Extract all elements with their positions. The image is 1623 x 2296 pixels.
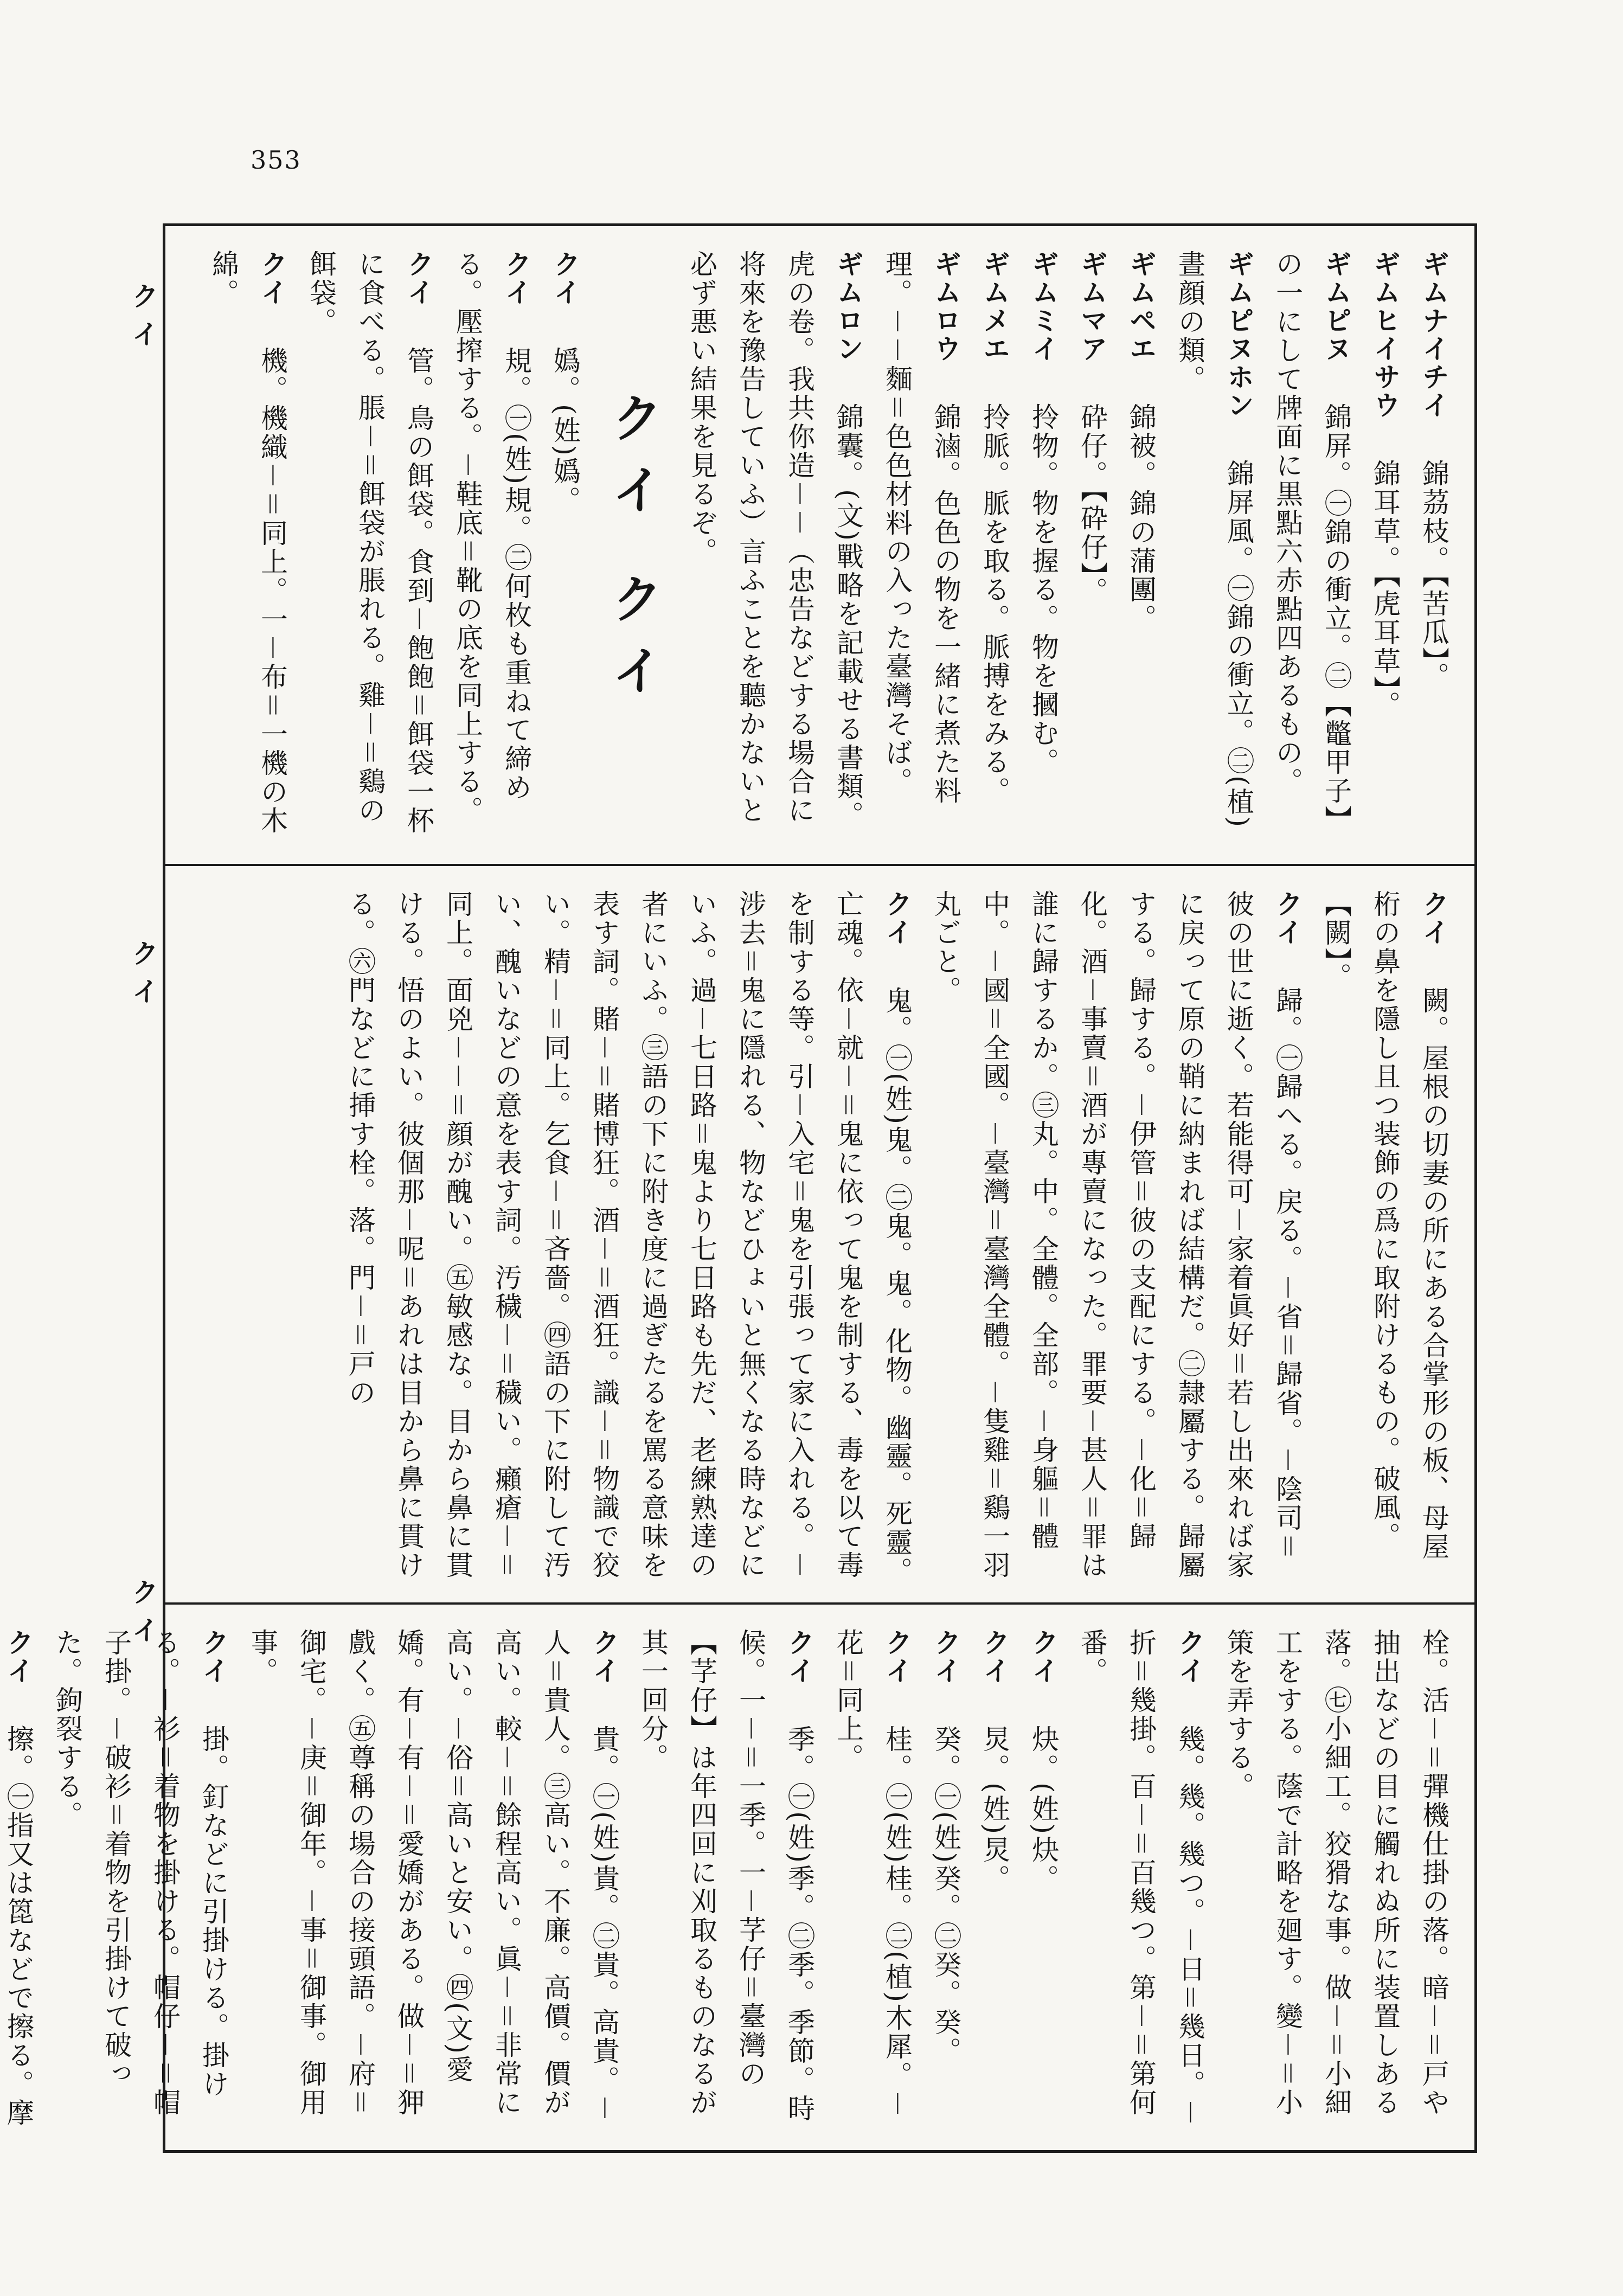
entry-definition: 闕。屋根の切妻の所にある合掌形の板、母屋桁の鼻を隱し且つ装飾の爲に取附けるもの。破風。【闕】。 — [1320, 890, 1449, 1561]
entry-definition: 炔。(姓)炔。 — [1028, 1725, 1059, 1894]
side-label-top: クイ — [127, 282, 159, 358]
dictionary-entry — [1019, 250, 1068, 848]
dictionary-entry — [443, 250, 541, 848]
entry-headword: クイ — [1418, 890, 1449, 946]
entry-definition: 拎物。物を握る。物を摑む。 — [1028, 403, 1059, 777]
section-bottom — [3, 1605, 1474, 2151]
dictionary-entry — [921, 890, 1312, 1586]
entry-definition: 錦滷。色色の物を一緒に煮た料理。－－麵＝色色材料の入った臺灣そば。 — [881, 250, 961, 805]
dictionary-entry — [0, 1628, 43, 2135]
dictionary-entry — [1409, 250, 1458, 848]
entry-headword: クイ — [1028, 1628, 1059, 1685]
entry-definition: 錦屏風。㊀錦の衝立。㊁(植)晝顔の類。 — [1174, 250, 1254, 829]
dictionary-entry — [199, 250, 297, 848]
entry-definition: 管。鳥の餌袋。食到－飽飽＝餌袋一杯に食べる。脹－＝餌袋が脹れる。雞－＝鷄の餌袋。 — [305, 250, 434, 835]
entry-definition: 癸。㊀(姓)癸。㊁癸。癸。 — [930, 1725, 961, 2066]
entry-definition: 規。㊀(姓)規。㊁何枚も重ねて締める。壓搾する。－鞋底＝靴の底を同上する。 — [452, 250, 532, 825]
entry-headword: ギムロウ — [930, 250, 961, 363]
side-label-middle: クイ — [127, 939, 159, 1015]
dictionary-entry — [1068, 250, 1117, 848]
entry-headword: クイ — [198, 1628, 229, 1685]
dictionary-entry — [970, 250, 1019, 848]
entry-headword: ギムナイチイ — [1418, 250, 1449, 419]
entry-headword: クイ — [3, 1628, 34, 1685]
dictionary-entry — [541, 250, 589, 848]
dictionary-entry — [824, 1628, 921, 2135]
dictionary-entry — [677, 250, 873, 848]
section-top — [165, 226, 1474, 864]
entry-definition: 炅。(姓)炅。 — [979, 1725, 1010, 1894]
dictionary-entry — [873, 250, 970, 848]
section-heading: クイ クイ — [603, 391, 664, 715]
column-block — [187, 250, 1458, 848]
page-number: 353 — [251, 145, 301, 175]
dictionary-entry — [970, 1628, 1019, 2135]
entry-definition: 貴。㊀(姓)貴。㊁貴。高貴。－人＝貴人。㊂高い。不廉。高價。價が高い。較－＝餘程高い。眞－＝非常に高い。－俗＝高いと安い。㊃(文)愛嬌。有－有－＝愛嬌がある。做－＝狎戲く。㊄尊稱の場合の接頭語。－府＝御宅。－庚＝御年。－事＝御事。御用事。 — [247, 1628, 620, 2124]
entry-definition: 錦耳草。【虎耳草】。 — [1369, 459, 1401, 720]
entry-headword: ギムピヌ — [1320, 250, 1352, 363]
entry-headword: クイ — [784, 1628, 815, 1685]
entry-headword: クイ — [881, 1628, 913, 1685]
column-block — [3, 1628, 1458, 2135]
side-label-bottom: クイ — [127, 1578, 159, 1654]
entry-headword: ギムロン — [832, 250, 864, 363]
entry-definition: 錦屏。㊀錦の衝立。㊁【鼈甲子】の一にして牌面に黒點六赤點四あるもの。 — [1272, 250, 1352, 834]
entry-headword: ギムメエ — [979, 250, 1010, 363]
entry-headword: クイ — [403, 250, 434, 306]
entry-headword: クイ — [1174, 1628, 1205, 1685]
entry-definition: 鬼。㊀(姓)鬼。㊁鬼。鬼。化物。幽靈。死靈。亡魂。依－就－＝鬼に依って鬼を制する、毒を以て毒を制する等。引－入宅＝鬼を引張って家に入れる。－涉去＝鬼に隱れる、物などひょいと無くなる時などにいふ。過－七日路＝鬼より七日路も先だ、老練熟達の者にいふ。㊂語の下に附き度に過ぎたるを罵る意味を表す詞。賭－＝賭博狂。酒－＝酒狂。識－＝物識で狡い。精－＝同上。乞食－＝吝嗇。㊃語の下に附して汚い、醜いなどの意を表す詞。汚穢－＝穢い。癩瘡－＝同上。面兇－－＝顔が醜い。㊄敏感な。目から鼻に貫ける。悟のよい。彼個那－呢＝あれは目から鼻に貫ける。㊅門などに挿す栓。落。門－＝戸の — [344, 890, 913, 1586]
entry-headword: クイ — [979, 1628, 1010, 1685]
entry-headword: ギムミイ — [1028, 250, 1059, 363]
entry-headword: ギムヒイサウ — [1369, 250, 1401, 419]
entry-headword: クイ — [256, 250, 288, 306]
entry-definition: 機。機織－＝同上。一－布＝一機の木綿。 — [208, 250, 288, 835]
entry-definition: 拎脈。脈を取る。脈搏をみる。 — [979, 403, 1010, 805]
entry-definition: 季。㊀(姓)季。㊁季。季節。時候。一－＝一季。一－芓仔＝臺灣の【芓仔】は年四回に刈取るものなるが其一回分。 — [637, 1628, 815, 2124]
entry-headword: クイ — [1272, 890, 1303, 946]
dictionary-entry — [336, 890, 921, 1586]
dictionary-entry — [628, 1628, 824, 2135]
entry-definition: 歸。㊀歸へる。戻る。－省＝歸省。－陰司＝彼の世に逝く。若能得可－家着眞好＝若し出來れば家に戻って原の鞘に納まれば結構だ。㊁隷屬する。歸屬する。歸する。－伊管＝彼の支配にする。－化＝歸化。酒－事賣＝酒が專賣になった。罪要－甚人＝罪は誰に歸するか。㊂丸。中。全體。全部。－身軀＝體中。－國＝全國。－臺灣＝臺灣全體。－隻雞＝鷄一羽丸ごと。 — [930, 890, 1303, 1580]
entry-definition: 幾。幾。幾つ。－日＝幾日。－折＝幾掛。百－＝百幾つ。第－＝第何番。 — [1076, 1628, 1205, 2127]
dictionary-entry — [1117, 250, 1165, 848]
entry-headword: クイ — [501, 250, 532, 306]
column-block — [187, 890, 1458, 1586]
dictionary-entry — [921, 1628, 970, 2135]
entry-headword: クイ — [881, 890, 913, 946]
entry-headword: ギムピヌホン — [1223, 250, 1254, 419]
dictionary-entry — [1165, 250, 1263, 848]
entry-definition: 錦囊。(文)戰略を記載せる書類。虎の卷。我共你造－－（忠告などする場合に将來を豫告していふ）言ふことを聽かないと必ず悪い結果を見るぞ。 — [686, 250, 864, 830]
entry-headword: クイ — [930, 1628, 961, 1685]
entry-definition: 掛。釘などに引掛ける。掛ける。－衫＝着物を掛ける。帽仔－＝帽子掛。－破衫＝着物を引掛けて破った。鉤裂する。 — [52, 1628, 229, 2117]
dictionary-entry — [1214, 1628, 1458, 2135]
entry-definition: 桂。㊀(姓)桂。㊁(植)木犀。－花＝同上。 — [832, 1628, 913, 2119]
dictionary-entry — [297, 250, 443, 848]
entry-definition: 嬀。(姓)嬀。 — [549, 347, 581, 515]
entry-definition: 錦茘枝。【苦瓜】。 — [1418, 459, 1449, 691]
dictionary-entry — [238, 1628, 628, 2135]
entry-headword: クイ — [549, 250, 581, 306]
dictionary-entry — [1263, 250, 1361, 848]
dictionary-entry — [43, 1628, 238, 2135]
entry-headword: クイ — [588, 1628, 620, 1685]
dictionary-frame — [3, 223, 1477, 2153]
entry-headword: ギムマア — [1076, 250, 1108, 363]
dictionary-entry — [1361, 250, 1409, 848]
entry-definition: 栓。活－＝彈機仕掛の落。暗－＝戸や抽出などの目に觸れぬ所に装置しある落。㊆小細工。狡猾な事。做－＝小細工をする。蔭で計略を廻す。變－＝小策を弄する。 — [1223, 1628, 1449, 2117]
entry-definition: 錦被。錦の蒲團。 — [1125, 403, 1157, 633]
section-middle — [165, 866, 1474, 1602]
entry-definition: 擦。㊀指又は箆などで擦る。摩 — [3, 1725, 34, 2127]
entry-headword: ギムペエ — [1125, 250, 1157, 363]
dictionary-entry — [1312, 890, 1458, 1586]
entry-definition: 砕仔。【砕仔】。 — [1076, 403, 1108, 606]
dictionary-entry — [1019, 1628, 1068, 2135]
dictionary-entry — [1068, 1628, 1214, 2135]
